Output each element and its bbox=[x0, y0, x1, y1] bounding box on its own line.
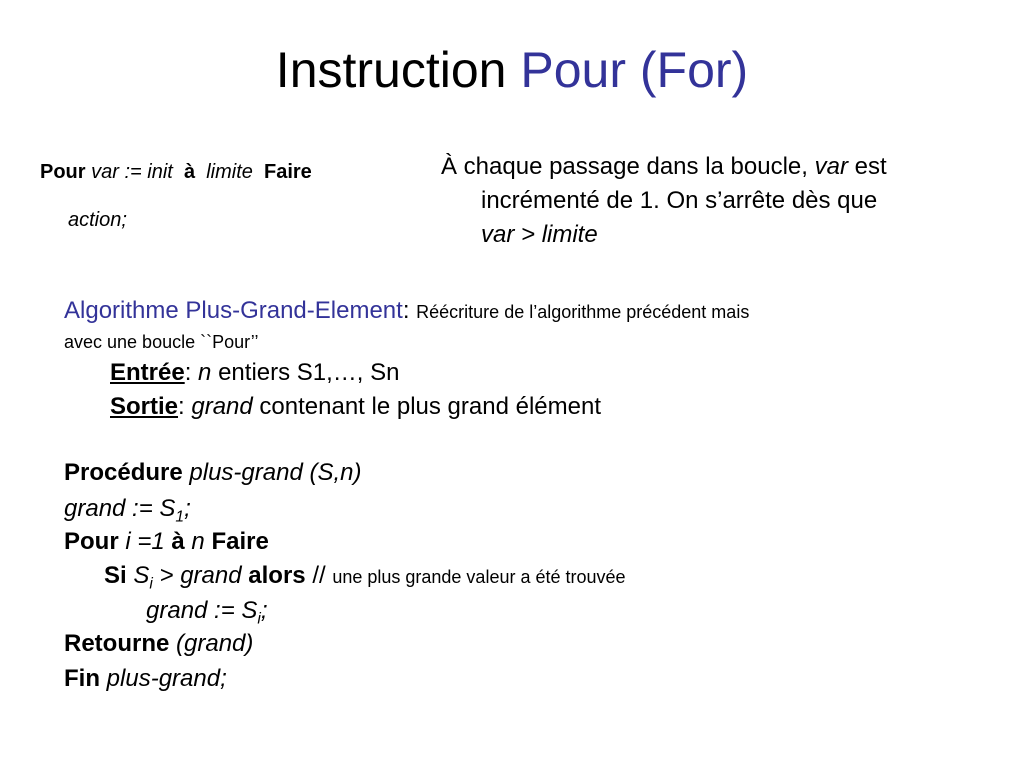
code-line-end bbox=[64, 664, 227, 694]
keyword-alors: alors bbox=[248, 562, 306, 589]
algorithm-heading bbox=[64, 296, 934, 327]
note-part2: est bbox=[854, 153, 887, 180]
algorithm-description: Réécriture de l’algorithme précédent mais bbox=[416, 302, 750, 322]
if-subscript: i bbox=[149, 575, 153, 593]
code-line-init bbox=[64, 494, 191, 524]
syntax-action-text: action; bbox=[68, 209, 127, 231]
input-spec: Entrée: n entiers S1,…, Sn bbox=[110, 359, 400, 386]
syntax-line bbox=[40, 159, 312, 185]
keyword-a: à bbox=[171, 528, 185, 555]
title-accent: Pour (For) bbox=[520, 42, 749, 98]
algorithm-colon: : bbox=[402, 297, 410, 324]
note-part1: À chaque passage dans la boucle, bbox=[441, 153, 808, 180]
for-limit: n bbox=[191, 528, 205, 555]
code-line-if bbox=[104, 561, 626, 592]
syntax-var-init: var := init bbox=[91, 161, 173, 183]
algorithm-name: Algorithme Plus-Grand-Element bbox=[64, 297, 403, 324]
note-line2: incrémenté de 1. On s’arrête dès que bbox=[481, 187, 878, 214]
output-label: Sortie bbox=[110, 393, 179, 420]
keyword-faire: Faire bbox=[264, 161, 312, 183]
explanation-note bbox=[441, 150, 1001, 252]
procedure-name: plus-grand (S,n) bbox=[189, 459, 362, 486]
note-var: var bbox=[814, 153, 848, 180]
init-subscript: 1 bbox=[175, 508, 185, 526]
init-text: grand := S bbox=[64, 495, 176, 522]
output-text: contenant le plus grand élément bbox=[259, 393, 601, 420]
algorithm-description-cont: avec une boucle ``Pour’’ bbox=[64, 332, 259, 352]
output-grand: grand bbox=[191, 393, 253, 420]
assign-end: ; bbox=[260, 597, 268, 624]
keyword-si: Si bbox=[104, 562, 127, 589]
note-line3: var > limite bbox=[481, 221, 598, 248]
code-comment: une plus grande valeur a été trouvée bbox=[332, 567, 626, 587]
assign-text: grand := S bbox=[146, 597, 258, 624]
input-text: entiers S1,…, Sn bbox=[218, 359, 400, 386]
title-main: Instruction bbox=[275, 42, 507, 98]
keyword-fin: Fin bbox=[64, 665, 100, 692]
if-condition: > grand bbox=[159, 562, 242, 589]
return-value: (grand) bbox=[176, 630, 254, 657]
keyword-pour: Pour bbox=[64, 528, 119, 555]
keyword-retourne: Retourne bbox=[64, 630, 170, 657]
input-n: n bbox=[198, 359, 212, 386]
output-spec: Sortie: grand contenant le plus grand élément bbox=[110, 393, 601, 420]
input-label: Entrée bbox=[110, 359, 185, 386]
syntax-action bbox=[68, 207, 127, 233]
for-var: i =1 bbox=[125, 528, 165, 555]
keyword-a: à bbox=[183, 161, 196, 183]
end-name: plus-grand; bbox=[106, 665, 227, 692]
assign-subscript: i bbox=[257, 610, 261, 628]
code-line-procedure bbox=[64, 458, 361, 488]
comment-slashes: // bbox=[312, 562, 326, 589]
code-line-return bbox=[64, 629, 253, 659]
slide-title bbox=[0, 38, 1024, 102]
code-line-assign bbox=[146, 596, 268, 626]
code-line-for bbox=[64, 527, 269, 557]
keyword-faire: Faire bbox=[211, 528, 269, 555]
keyword-procedure: Procédure bbox=[64, 459, 183, 486]
init-end: ; bbox=[184, 495, 191, 522]
if-s: S bbox=[133, 562, 150, 589]
syntax-limite: limite bbox=[206, 161, 253, 183]
keyword-pour: Pour bbox=[40, 161, 86, 183]
